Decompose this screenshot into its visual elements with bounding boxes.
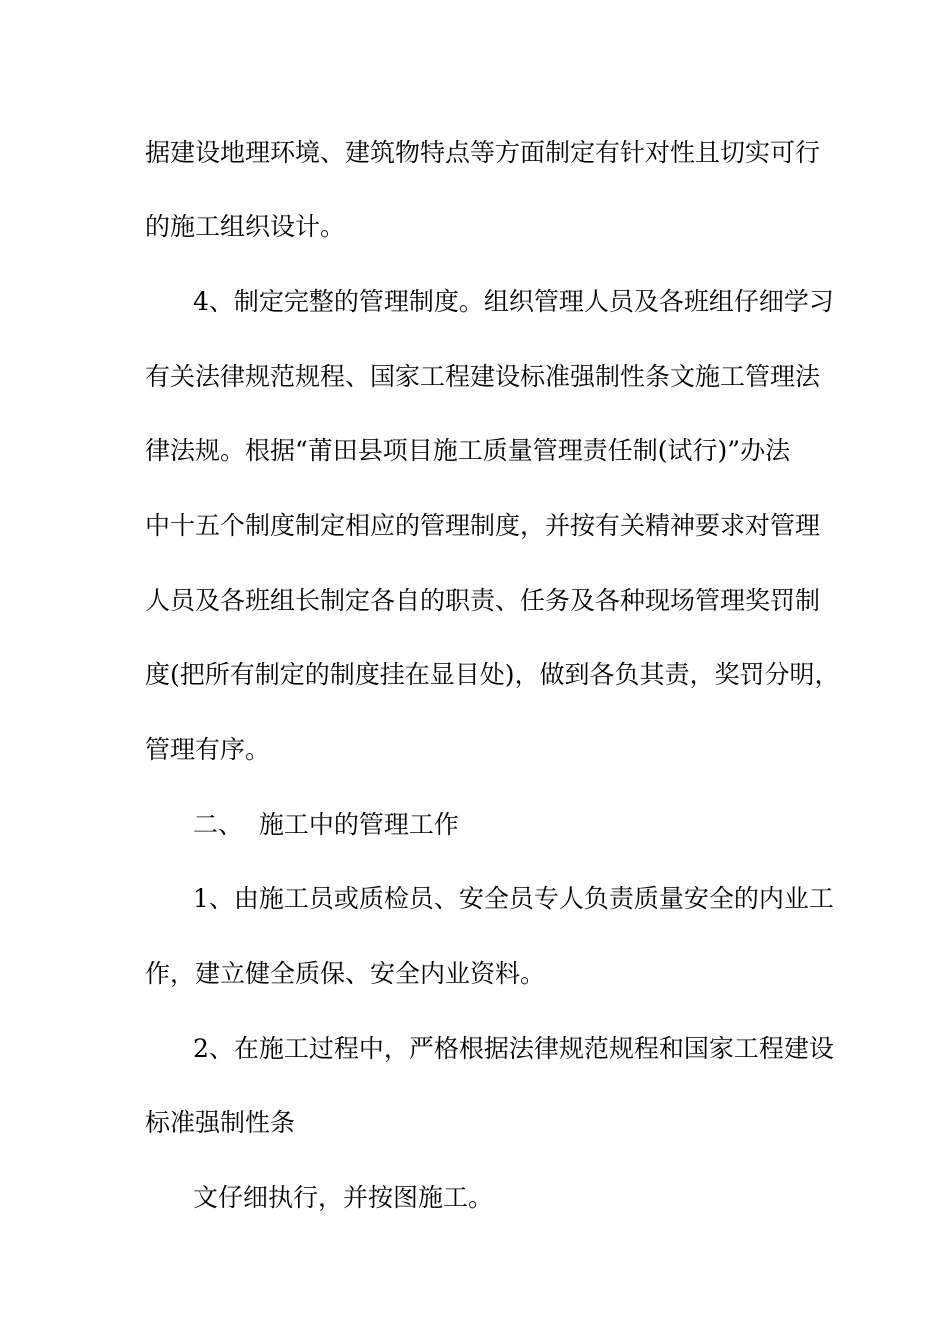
paragraph-line: 4、制定完整的管理制度。组织管理人员及各班组仔细学习: [193, 287, 834, 316]
section-heading: 二、 施工中的管理工作: [193, 810, 459, 839]
paragraph-line: 作，建立健全质保、安全内业资料。: [145, 959, 546, 988]
paragraph-line: 有关法律规范规程、国家工程建设标准强制性条文施工管理法: [145, 362, 821, 391]
paragraph-line: 标准强制性条: [145, 1108, 296, 1137]
paragraph-line: 人员及各班组长制定各自的职责、任务及各种现场管理奖罚制: [145, 586, 821, 615]
paragraph-line: 2、在施工过程中，严格根据法律规范规程和国家工程建设: [193, 1034, 834, 1063]
paragraph-line: 管理有序。: [145, 735, 271, 764]
paragraph-line: 律法规。根据“莆田县项目施工质量管理责任制(试行)”办法: [145, 436, 791, 465]
paragraph-line: 的施工组织设计。: [145, 212, 346, 241]
paragraph-line: 中十五个制度制定相应的管理制度，并按有关精神要求对管理: [145, 511, 821, 540]
paragraph-line: 文仔细执行，并按图施工。: [193, 1183, 494, 1212]
paragraph-line: 1、由施工员或质检员、安全员专人负责质量安全的内业工: [193, 884, 834, 913]
paragraph-line: 据建设地理环境、建筑物特点等方面制定有针对性且切实可行: [145, 138, 821, 167]
paragraph-line: 度(把所有制定的制度挂在显目处)，做到各负其责，奖罚分明，: [145, 660, 840, 689]
